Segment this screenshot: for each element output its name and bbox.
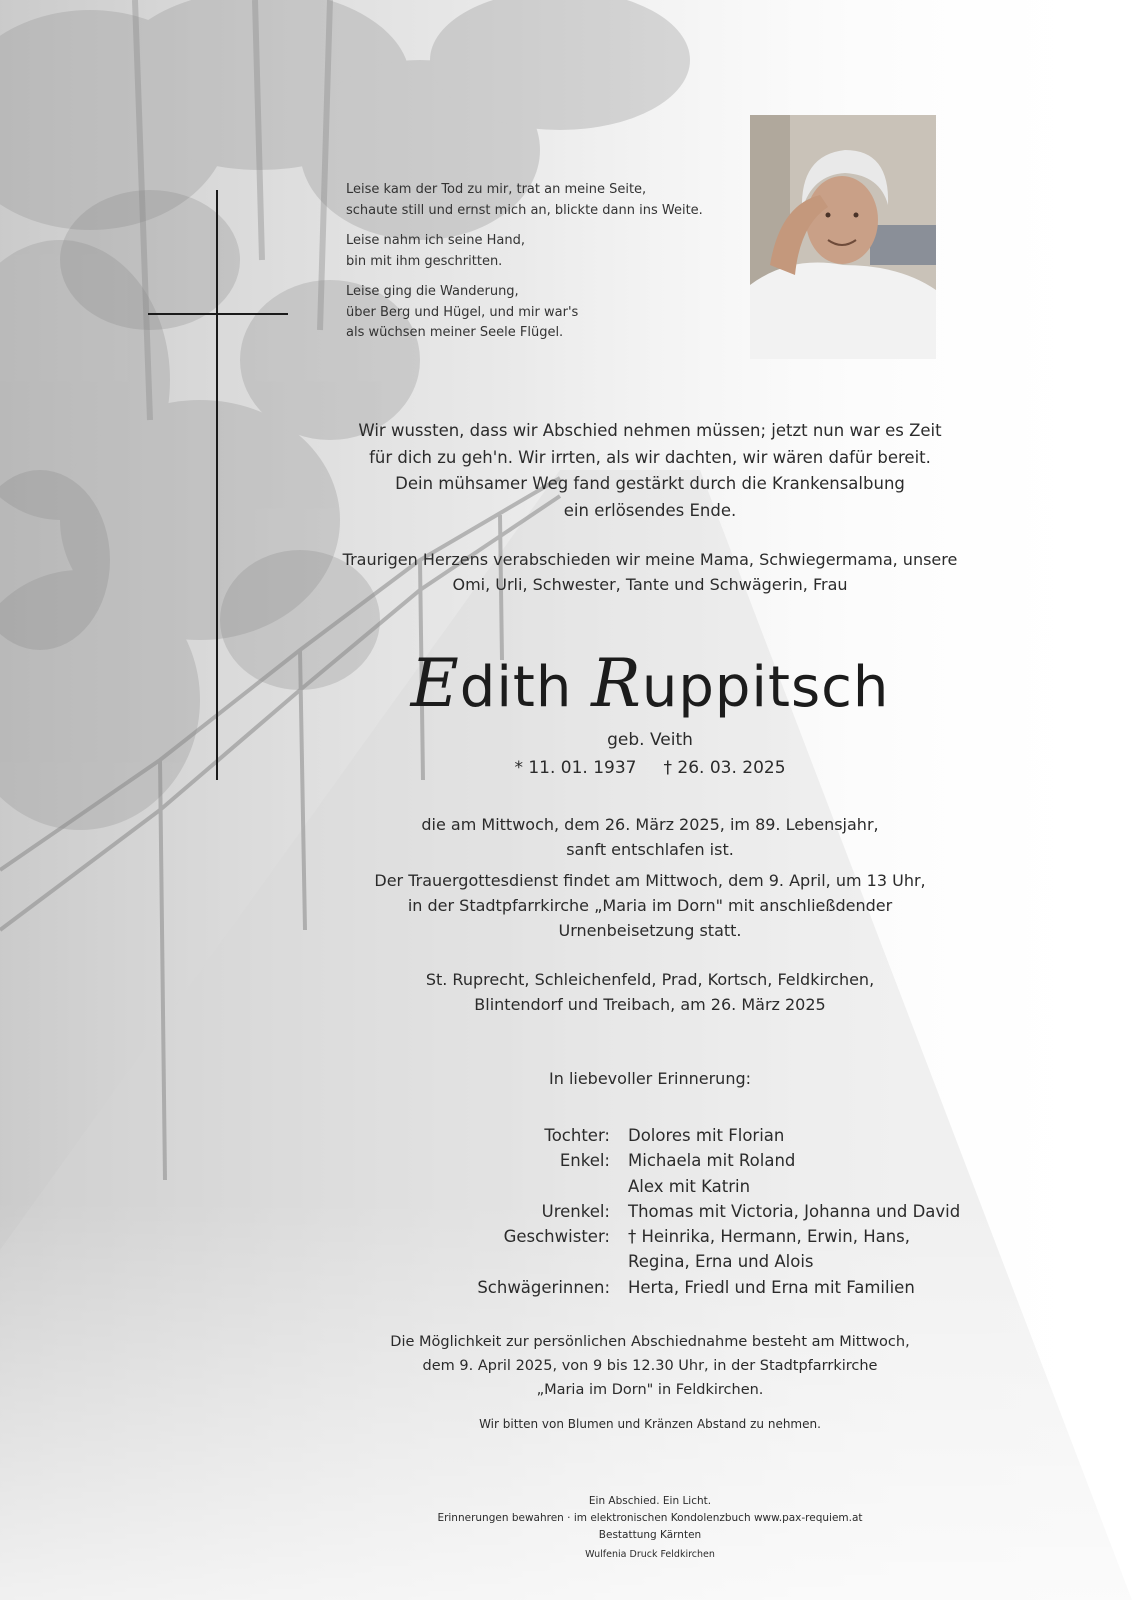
birth-date: * 11. 01. 1937 bbox=[514, 758, 637, 778]
family-names: Thomas mit Victoria, Johanna und David bbox=[628, 1201, 961, 1221]
poem-stanza-3 bbox=[346, 282, 706, 344]
poem-line: Leise kam der Tod zu mir, trat an meine Seite, bbox=[346, 182, 647, 197]
poem-line: Leise nahm ich seine Hand, bbox=[346, 233, 526, 248]
family-role: Schwägerinnen: bbox=[477, 1277, 610, 1297]
life-dates bbox=[340, 755, 960, 781]
place-date-paragraph bbox=[340, 967, 960, 1017]
death-paragraph bbox=[340, 812, 960, 862]
poem-line: Leise ging die Wanderung, bbox=[346, 284, 519, 299]
family-names: Dolores mit Florian bbox=[628, 1126, 785, 1145]
place-line: Blintendorf und Treibach, am 26. März 2025 bbox=[474, 995, 826, 1014]
family-row bbox=[420, 1275, 960, 1300]
family-list bbox=[420, 1123, 960, 1300]
poem-stanza-2 bbox=[346, 231, 706, 272]
cross-vertical-bar bbox=[216, 190, 218, 780]
footer-line: Erinnerungen bewahren · im elektronischen Kondolenzbuch www.pax-requiem.at bbox=[437, 1512, 863, 1524]
poem-line: als wüchsen meiner Seele Flügel. bbox=[346, 325, 564, 340]
intro-paragraph bbox=[340, 547, 960, 597]
footer bbox=[340, 1493, 960, 1544]
poem bbox=[346, 180, 706, 354]
family-role bbox=[420, 1174, 628, 1199]
family-row bbox=[420, 1123, 960, 1148]
death-line: die am Mittwoch, dem 26. März 2025, im 89. Lebensjahr, bbox=[421, 815, 879, 834]
farewell-line: Die Möglichkeit zur persönlichen Abschiednahme besteht am Mittwoch, bbox=[390, 1334, 910, 1350]
farewell-line: „Maria im Dorn" in Feldkirchen. bbox=[536, 1382, 764, 1398]
service-paragraph bbox=[340, 868, 960, 943]
lead-line: Dein mühsamer Weg fand gestärkt durch die Krankensalbung bbox=[395, 474, 905, 493]
service-line: Der Trauergottesdienst findet am Mittwoch, dem 9. April, um 13 Uhr, bbox=[374, 871, 926, 890]
deceased-name bbox=[340, 645, 960, 724]
lead-paragraph bbox=[340, 418, 960, 524]
family-row bbox=[420, 1199, 960, 1224]
family-names: Herta, Friedl und Erna mit Familien bbox=[628, 1277, 915, 1297]
death-line: sanft entschlafen ist. bbox=[566, 840, 734, 859]
flowers-request: Wir bitten von Blumen und Kränzen Abstand zu nehmen. bbox=[479, 1417, 821, 1431]
last-name-rest: uppitsch bbox=[641, 655, 890, 720]
family-row bbox=[420, 1224, 960, 1249]
family-row bbox=[420, 1174, 960, 1199]
family-role: Urenkel: bbox=[541, 1201, 610, 1221]
family-names: Regina, Erna und Alois bbox=[628, 1252, 814, 1272]
family-role bbox=[420, 1249, 628, 1274]
poem-line: über Berg und Hügel, und mir war's bbox=[346, 304, 579, 320]
family-row bbox=[420, 1249, 960, 1274]
memory-heading: In liebevoller Erinnerung: bbox=[549, 1069, 751, 1088]
service-line: in der Stadtpfarrkirche „Maria im Dorn" mit anschließdender bbox=[407, 896, 893, 915]
first-name-rest: dith bbox=[459, 655, 573, 720]
first-name-initial: E bbox=[410, 645, 460, 722]
lead-line: ein erlösendes Ende. bbox=[563, 500, 737, 520]
footer-line: Bestattung Kärnten bbox=[598, 1529, 702, 1541]
family-names: Alex mit Katrin bbox=[628, 1176, 751, 1196]
portrait-photo bbox=[750, 115, 936, 359]
lead-line: Wir wussten, dass wir Abschied nehmen müssen; jetzt nun war es Zeit bbox=[358, 421, 942, 440]
poem-line: schaute still und ernst mich an, blickte dann ins Weite. bbox=[346, 202, 703, 218]
poem-line: bin mit ihm geschritten. bbox=[346, 253, 503, 269]
born-name: geb. Veith bbox=[607, 730, 693, 750]
family-role: Enkel: bbox=[559, 1151, 610, 1171]
printer-credit: Wulfenia Druck Feldkirchen bbox=[585, 1549, 715, 1560]
lead-line: für dich zu geh'n. Wir irrten, als wir dachten, wir wären dafür bereit. bbox=[369, 447, 931, 467]
farewell-paragraph bbox=[340, 1330, 960, 1402]
death-date: † 26. 03. 2025 bbox=[663, 758, 786, 778]
family-role: Tochter: bbox=[544, 1126, 610, 1145]
farewell-line: dem 9. April 2025, von 9 bis 12.30 Uhr, in der Stadtpfarrkirche bbox=[422, 1358, 878, 1374]
portrait-illustration bbox=[750, 115, 936, 359]
family-names: † Heinrika, Hermann, Erwin, Hans, bbox=[628, 1227, 911, 1247]
footer-line: Ein Abschied. Ein Licht. bbox=[588, 1495, 712, 1507]
intro-line: Omi, Urli, Schwester, Tante und Schwägerin, Frau bbox=[452, 575, 848, 594]
place-line: St. Ruprecht, Schleichenfeld, Prad, Kortsch, Feldkirchen, bbox=[425, 970, 875, 989]
poem-stanza-1 bbox=[346, 180, 706, 221]
cross-horizontal-bar bbox=[148, 313, 288, 315]
last-name-initial: R bbox=[591, 645, 642, 722]
family-row bbox=[420, 1148, 960, 1173]
family-role: Geschwister: bbox=[503, 1227, 610, 1247]
intro-line: Traurigen Herzens verabschieden wir meine Mama, Schwiegermama, unsere bbox=[342, 550, 958, 569]
service-line: Urnenbeisetzung statt. bbox=[558, 921, 742, 940]
family-names: Michaela mit Roland bbox=[628, 1151, 796, 1171]
